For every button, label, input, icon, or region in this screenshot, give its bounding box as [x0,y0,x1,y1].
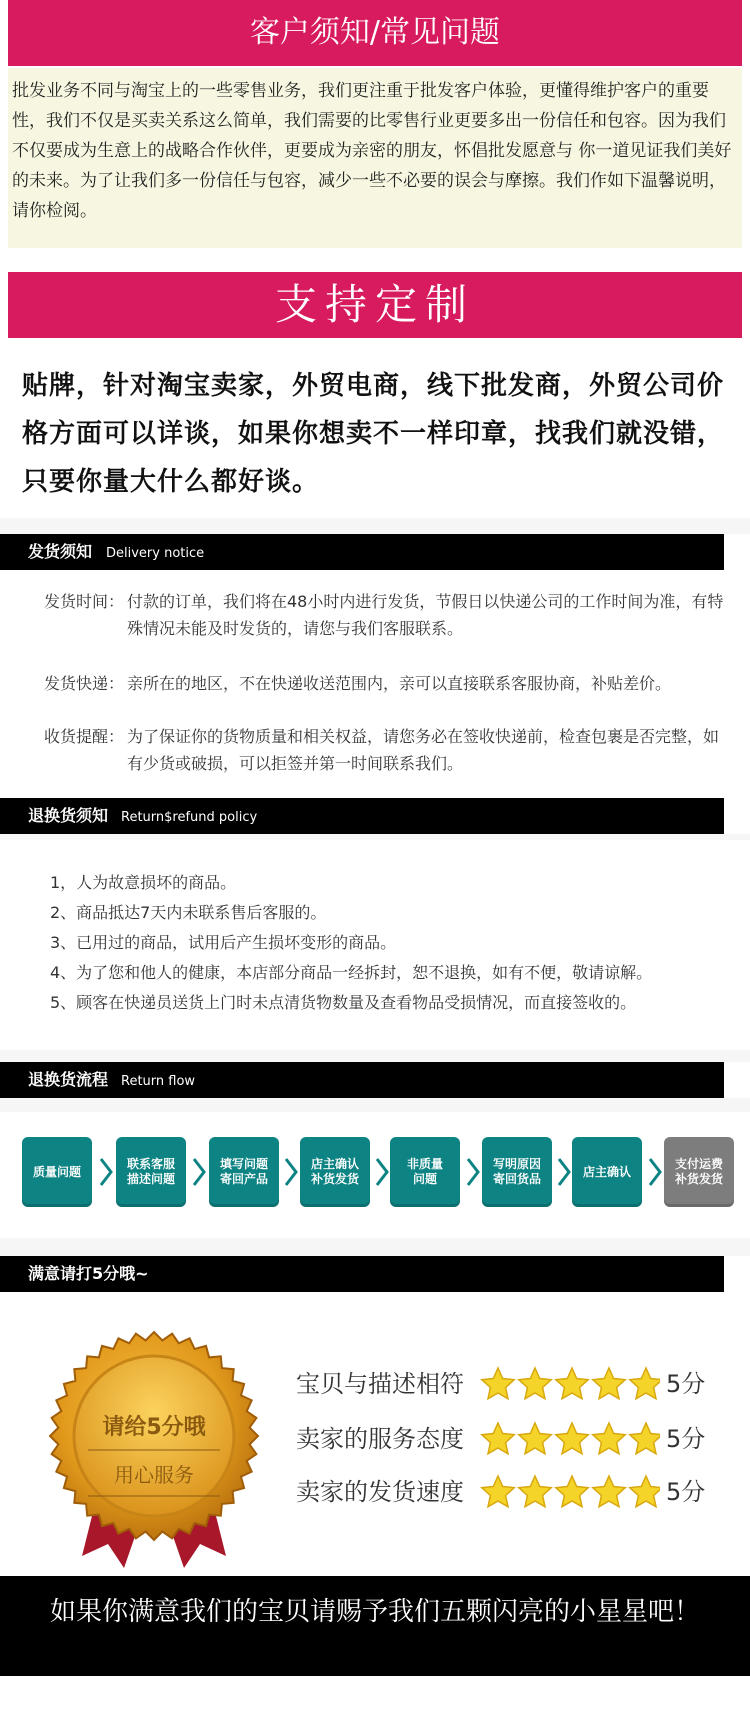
delivery-title-en: Delivery notice [106,546,205,561]
chevron-right-icon [647,1157,663,1187]
chevron-right-icon [374,1157,390,1187]
flow-step-line2: 补货发货 [674,1172,723,1186]
flow-step-line1: 质量问题 [32,1164,81,1179]
refund-title: 退换货须知 [28,806,109,825]
notice-title: 客户须知/常见问题 [249,15,501,50]
flow-title: 退换货流程 [28,1070,109,1089]
divider [0,834,750,840]
star-icon [556,1368,588,1399]
flow-step [209,1137,279,1207]
flow-step-line1: 填写问题 [219,1157,268,1171]
header-tail [724,1062,750,1098]
rating-score: 5分 [666,1370,706,1398]
star-icon [519,1476,551,1507]
delivery-item-text: 为了保证你的货物质量和相关权益，请您务必在签收快递前，检查包裹是否完整，如有少货或破损，可以拒签并第一时间联系我们。 [127,727,720,773]
star-icon [482,1476,514,1507]
flow-step-line1: 写明原因 [492,1157,541,1171]
rating-label: 宝贝与描述相符 [296,1370,464,1398]
chevron-right-icon [98,1157,114,1187]
refund-item: 3、已用过的商品，试用后产生损坏变形的商品。 [50,933,397,952]
header-tail [724,1256,750,1292]
star-icon [593,1368,625,1399]
delivery-item-text: 亲所在的地区，不在快递收送范围内，亲可以直接联系客服协商，补贴差价。 [127,674,672,693]
star-icon [519,1368,551,1399]
rating-score: 5分 [666,1425,706,1453]
rating-score: 5分 [666,1478,706,1506]
refund-item: 1，人为故意损坏的商品。 [50,873,237,892]
flow-step-line2: 描述问题 [126,1172,175,1186]
star-icon [630,1476,660,1507]
chevron-right-icon [191,1157,207,1187]
flow-step-line1: 联系客服 [126,1157,175,1171]
footer-text: 如果你满意我们的宝贝请赐予我们五颗闪亮的小星星吧！ [49,1597,700,1627]
flow-step-label [675,1157,723,1187]
star-icon [630,1368,660,1399]
flow-title-en: Return flow [121,1074,196,1089]
delivery-item-label: 发货快递： [44,674,125,693]
chevron-right-icon [556,1157,572,1187]
rating-label: 卖家的发货速度 [296,1478,464,1506]
refund-item: 2、商品抵达7天内未联系售后客服的。 [50,903,327,922]
chevron-right-icon [465,1157,481,1187]
divider [0,1050,750,1062]
flow-step [22,1137,92,1207]
refund-item: 5、顾客在快递员送货上门时未点清货物数量及查看物品受损情况，而直接签收的。 [50,993,637,1012]
star-rating [480,1472,660,1512]
delivery-item-text: 付款的订单，我们将在48小时内进行发货，节假日以快递公司的工作时间为准，有特殊情况未能及时发货的，请您与我们客服联系。 [127,592,724,638]
star-icon [482,1423,514,1454]
rating-title: 满意请打5分哦~ [28,1264,149,1283]
refund-title-en: Return$refund policy [121,810,258,825]
custom-banner [8,272,742,338]
flow-step [116,1137,186,1207]
star-icon [593,1476,625,1507]
medal-text-1: 请给5分哦 [102,1415,206,1440]
notice-intro: 批发业务不同与淘宝上的一些零售业务，我们更注重于批发客户体验，更懂得维护客户的重要性，我们不仅是买卖关系这么简单，我们需要的比零售行业更要多出一份信任和包容。因为我们不仅要成为生意上的战略合作伙伴，更要成为亲密的朋友，怀倡批发愿意与 你一道见证我们美好的未来。为了让我们多一份信任与包容，减少一些不必要的误会与摩擦。我们作如下温馨说明，请你检阅。 [8,68,742,248]
star-icon [556,1476,588,1507]
flow-step-line1: 店主确认 [310,1157,359,1171]
divider [0,518,750,534]
flow-step-line1: 支付运费 [674,1157,723,1171]
flow-step-line2: 补货发货 [310,1172,359,1186]
header-tail [724,534,750,570]
star-icon [630,1423,660,1454]
divider [0,1098,750,1112]
footer-banner [0,1576,750,1676]
flow-step [390,1137,460,1207]
flow-header [0,1062,750,1098]
refund-header [0,798,750,834]
flow-step-label [127,1157,175,1187]
flow-step-label [311,1157,359,1187]
star-icon [593,1423,625,1454]
flow-step-line2: 寄回货品 [492,1172,541,1186]
flow-step-label [33,1165,81,1180]
custom-text: 贴牌，针对淘宝卖家，外贸电商，线下批发商，外贸公司价格方面可以详谈，如果你想卖不一样印章，找我们就没错，只要你量大什么都好谈。 [22,371,725,497]
flow-step [572,1137,642,1207]
star-icon [519,1423,551,1454]
chevron-right-icon [283,1157,299,1187]
flow-step [300,1137,370,1207]
flow-step [482,1137,552,1207]
header-tail [724,798,750,834]
flow-step-line1: 店主确认 [582,1164,631,1179]
star-rating [480,1419,660,1459]
delivery-item-courier [44,670,724,700]
star-icon [556,1423,588,1454]
delivery-item-label: 发货时间： [44,592,125,611]
rating-label: 卖家的服务态度 [296,1425,464,1453]
divider [0,1238,750,1256]
flow-step-label [220,1157,268,1187]
flow-step-line1: 非质量 [406,1157,443,1171]
flow-step-line2: 寄回产品 [219,1172,268,1186]
delivery-item-time [44,588,724,648]
delivery-item-label: 收货提醒： [44,727,125,746]
star-icon [482,1368,514,1399]
refund-item: 4、为了您和他人的健康，本店部分商品一经拆封，恕不退换，如有不便，敬请谅解。 [50,963,653,982]
flow-step-label [493,1157,541,1187]
flow-step [664,1137,734,1207]
custom-title: 支持定制 [274,280,475,329]
delivery-item-receipt [44,723,724,783]
notice-banner [8,0,742,66]
medal-icon [46,1330,262,1568]
delivery-header [0,534,750,570]
flow-step-label [407,1157,443,1187]
delivery-title: 发货须知 [28,542,93,561]
rating-header [0,1256,750,1292]
medal-text-2: 用心服务 [114,1463,194,1487]
star-rating [480,1364,660,1404]
flow-step-line2: 问题 [412,1172,437,1186]
flow-step-label [583,1165,631,1180]
